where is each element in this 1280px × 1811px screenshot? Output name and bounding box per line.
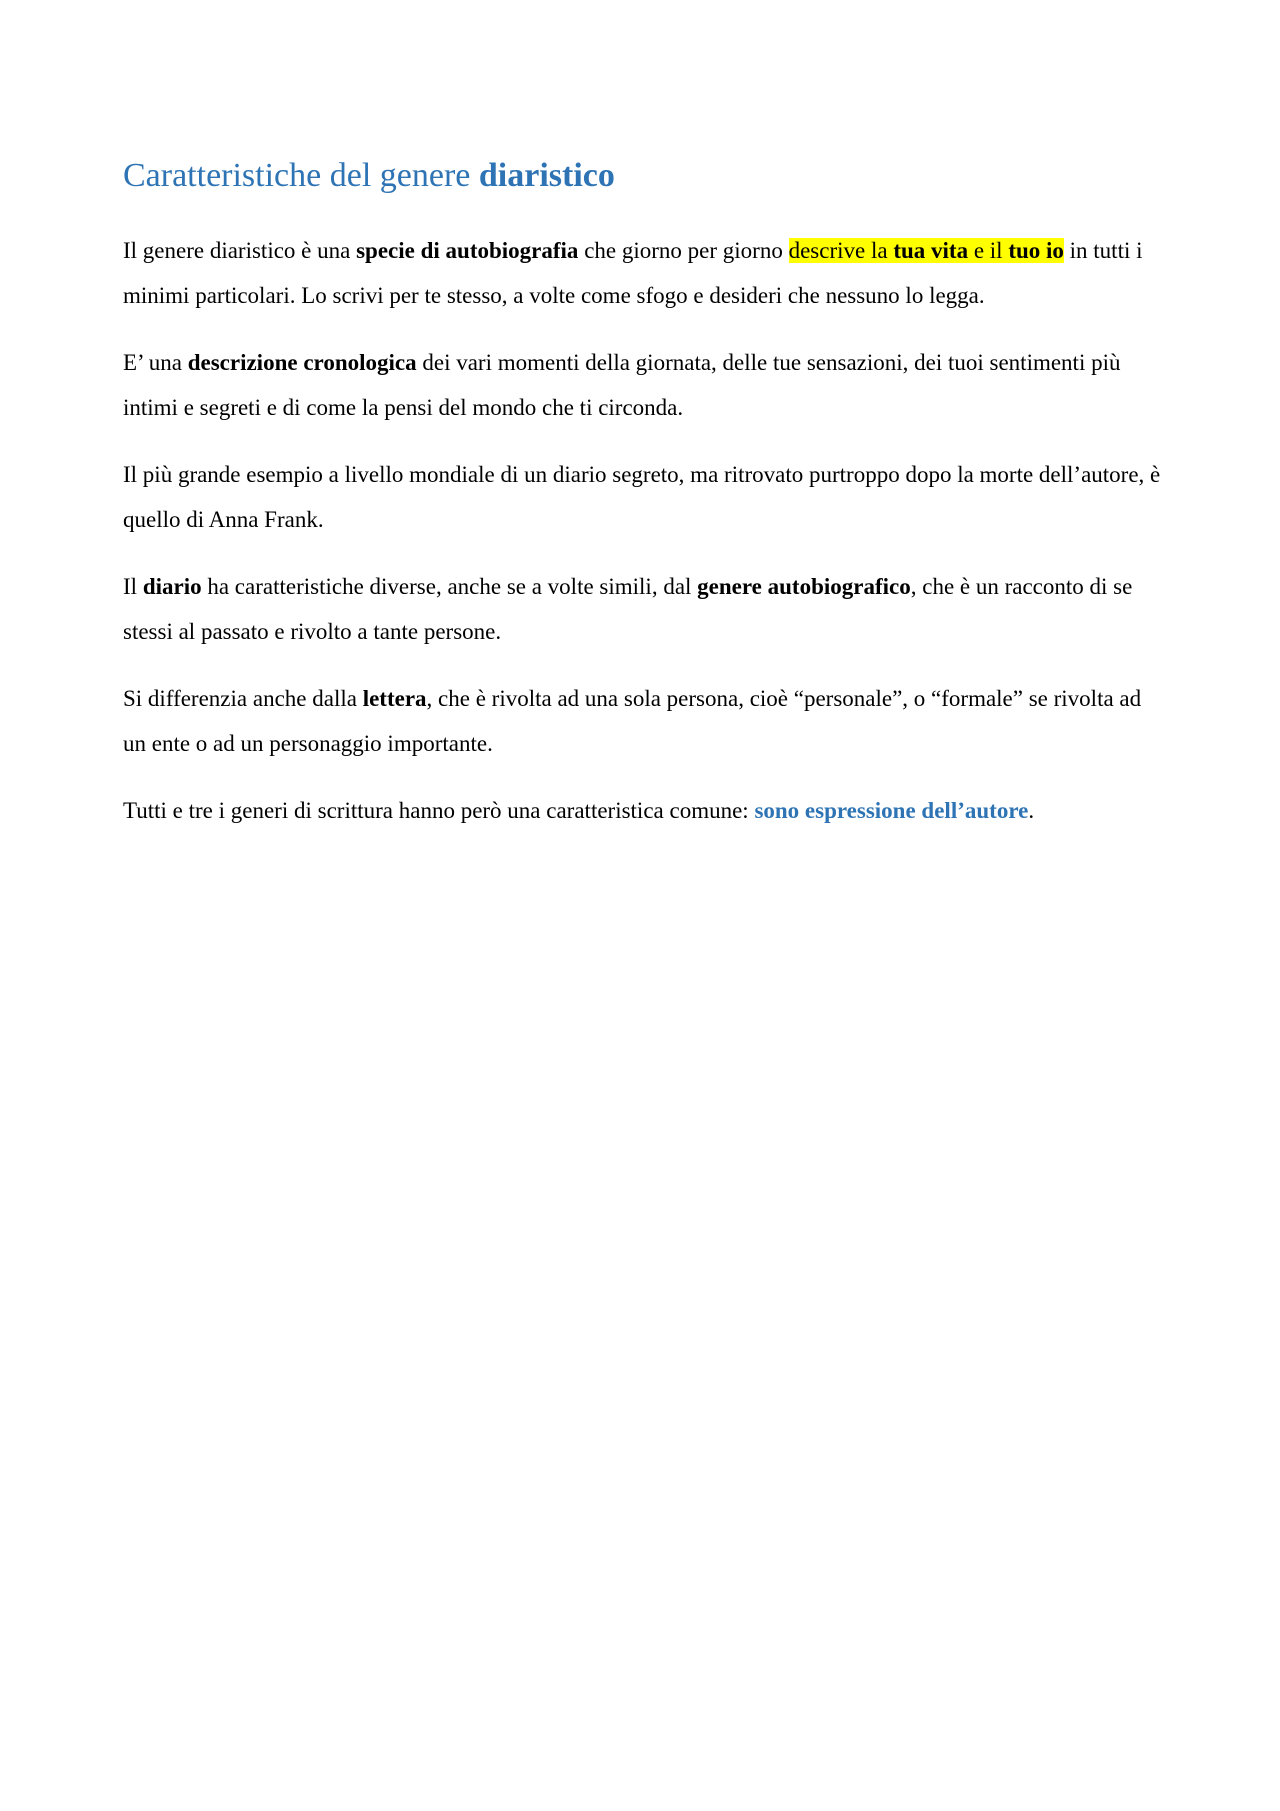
bold-run: specie di autobiografia xyxy=(356,238,579,263)
text-run: Il genere diaristico è una xyxy=(123,238,357,263)
document-body xyxy=(123,152,1163,855)
bold-run: genere autobiografico xyxy=(697,574,911,599)
text-run: , che è un racconto di se stessi al passato e rivolto a tante persone. xyxy=(123,574,1133,644)
text-run: , che è rivolta ad una sola persona, cioè “personale”, o “formale” se rivolta ad un ente o ad un personaggio importante. xyxy=(123,686,1142,756)
highlight-bold-run: tua vita xyxy=(893,238,969,263)
title-text: Caratteristiche del genere xyxy=(123,157,479,194)
highlight-bold-run: tuo io xyxy=(1008,238,1064,263)
paragraph-5 xyxy=(123,676,1163,766)
text-run: ha caratteristiche diverse, anche se a volte simili, dal xyxy=(201,574,698,599)
bold-run: diario xyxy=(142,574,202,599)
text-run: Il xyxy=(123,574,143,599)
text-run: che giorno per giorno xyxy=(578,238,789,263)
page-title xyxy=(123,152,1163,200)
paragraph-3 xyxy=(123,452,1163,542)
paragraph-6 xyxy=(123,788,1163,833)
paragraph-2 xyxy=(123,340,1163,430)
title-bold: diaristico xyxy=(478,157,615,194)
bold-run: descrizione cronologica xyxy=(187,350,417,375)
highlight-run: e il xyxy=(968,238,1009,263)
bold-run: lettera xyxy=(362,686,427,711)
paragraph-4 xyxy=(123,564,1163,654)
text-run: in tutti i minimi particolari. Lo scrivi per te stesso, a volte come sfogo e desideri che nessuno lo legga. xyxy=(123,238,1143,308)
text-run: Tutti e tre i generi di scrittura hanno però una caratteristica comune: xyxy=(123,798,755,823)
paragraph-1 xyxy=(123,228,1163,318)
text-run: dei vari momenti della giornata, delle tue sensazioni, dei tuoi sentimenti più intimi e segreti e di come la pensi del mondo che ti circonda. xyxy=(123,350,1121,420)
highlight-run: descrive la xyxy=(788,238,894,263)
text-run: E’ una xyxy=(123,350,188,375)
accent-bold-run: sono espressione dell’autore xyxy=(754,798,1029,823)
text-run: Si differenzia anche dalla xyxy=(123,686,363,711)
text-run: Il più grande esempio a livello mondiale di un diario segreto, ma ritrovato purtroppo dopo la morte dell’autore, è quello di Anna Frank. xyxy=(123,462,1161,532)
text-run: . xyxy=(1028,798,1035,823)
highlighted-text xyxy=(789,238,1064,263)
